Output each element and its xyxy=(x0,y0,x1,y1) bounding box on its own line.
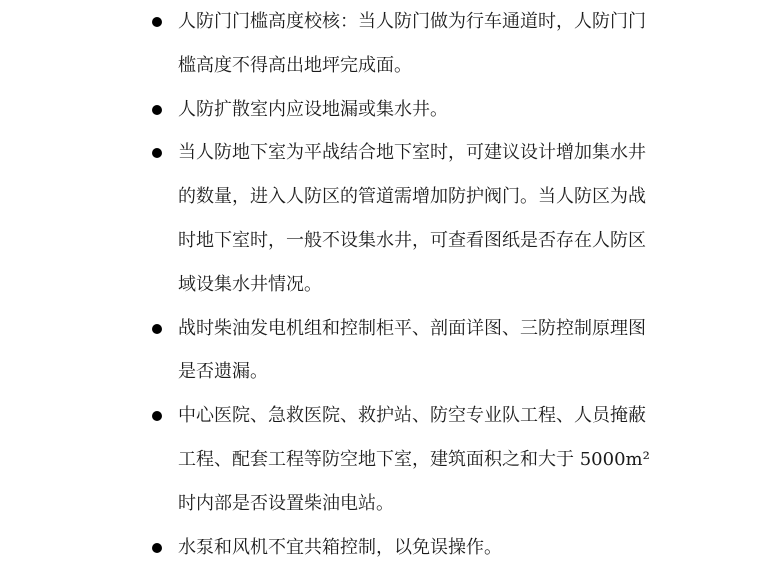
bullet-icon xyxy=(152,324,162,334)
list-item-line: 时内部是否设置柴油电站。 xyxy=(178,492,394,514)
list-item xyxy=(0,131,650,306)
list-item-line: 工程、配套工程等防空地下室，建筑面积之和大于 5000m² xyxy=(178,448,650,470)
list-item-line: 水泵和风机不宜共箱控制，以免误操作。 xyxy=(178,536,502,558)
list-item-line: 人防门门槛高度校核：当人防门做为行车通道时，人防门门 xyxy=(178,11,646,32)
list-item-line: 战时柴油发电机组和控制柜平、剖面详图、三防控制原理图 xyxy=(178,317,646,339)
bullet-icon xyxy=(152,411,162,421)
list-item-line: 的数量，进入人防区的管道需增加防护阀门。当人防区为战 xyxy=(178,186,646,208)
bullet-icon xyxy=(152,105,162,115)
list-item-line: 当人防地下室为平战结合地下室时，可建议设计增加集水井 xyxy=(178,142,646,164)
list-item-line: 域设集水井情况。 xyxy=(178,273,322,295)
list-item-line: 槛高度不得高出地坪完成面。 xyxy=(178,54,412,76)
bullet-icon xyxy=(152,17,162,27)
list-item-line: 中心医院、急救医院、救护站、防空专业队工程、人员掩蔽 xyxy=(178,405,646,427)
list-item xyxy=(0,307,650,395)
list-item-line: 人防扩散室内应设地漏或集水井。 xyxy=(178,98,448,120)
list-item xyxy=(0,394,650,525)
bullet-icon xyxy=(152,543,162,553)
list-item xyxy=(0,88,650,132)
list-item-line: 时地下室时，一般不设集水井，可查看图纸是否存在人防区 xyxy=(178,229,646,251)
list-item-line: 是否遗漏。 xyxy=(178,361,268,383)
bullet-icon xyxy=(152,148,162,158)
list-item xyxy=(0,0,650,88)
list-item xyxy=(0,526,650,570)
